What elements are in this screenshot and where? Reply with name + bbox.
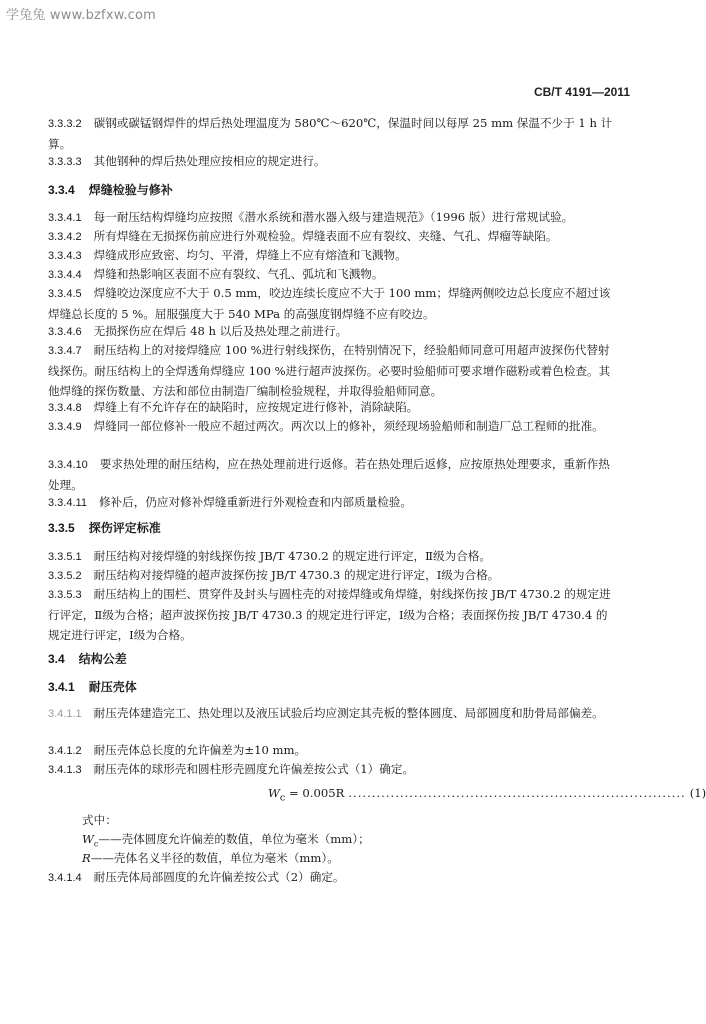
where-label: 式中： <box>82 813 117 827</box>
clause-3-3-3-2: 3.3.3.2 碳钢或碳锰钢焊件的焊后热处理温度为 580℃～620℃，保温时间以每厚 25 mm 保温不少于 1 h 计算。 <box>48 116 613 151</box>
clause-3-4-1-2: 3.4.1.2 耐压壳体总长度的允许偏差为±10 mm。 <box>48 743 307 757</box>
clause-3-3-4-2: 3.3.4.2 所有焊缝在无损探伤前应进行外观检验。焊缝表面不应有裂纹、夹缝、气孔、焊瘤等缺陷。 <box>48 229 558 243</box>
symbol-definition-r: R——壳体名义半径的数值，单位为毫米（mm）。 <box>82 851 339 865</box>
clause-3-3-4-10: 3.3.4.10 要求热处理的耐压结构，应在热处理前进行返修。若在热处理后返修，应按原热处理要求，重新作热处理。 <box>48 457 610 492</box>
clause-3-3-4-8: 3.3.4.8 焊缝上有不允许存在的缺陷时，应按规定进行修补，消除缺陷。 <box>48 400 419 414</box>
formula-leader-dots: ........................................................................ <box>348 786 686 800</box>
clause-3-3-4-5: 3.3.4.5 焊缝咬边深度应不大于 0.5 mm，咬边连续长度应不大于 100 mm；焊缝两侧咬边总长度应不超过该焊缝总长度的 5 %。屈服强度大于 540 MPa 的高强度钢焊缝不应有咬边。 <box>48 286 611 321</box>
clause-3-3-4-4: 3.3.4.4 焊缝和热影响区表面不应有裂纹、气孔、弧坑和飞溅物。 <box>48 267 384 281</box>
formula-number: (1) <box>689 786 706 800</box>
clause-3-3-4-3: 3.3.4.3 焊缝成形应致密、均匀、平滑，焊缝上不应有熔渣和飞溅物。 <box>48 248 407 262</box>
clause-3-3-4-7: 3.3.4.7 耐压结构上的对接焊缝应 100 %进行射线探伤，在特别情况下，经验船师同意可用超声波探伤代替射线探伤。耐压结构上的全焊透角焊缝应 100 %进行超声波探伤。必要时验船师可要求增作磁粉或着色检查。其他焊缝的探伤数量、方法和部位由制造厂编制检验规程，并取得验船师同意。 <box>48 343 611 398</box>
clause-3-3-5-3: 3.3.5.3 耐压结构上的围栏、贯穿件及封头与圆柱壳的对接焊缝或角焊缝，射线探伤按 JB/T 4730.2 的规定进行评定，Ⅱ级为合格；超声波探伤按 JB/T 4730.3 的规定进行评定，Ⅰ级为合格；表面探伤按 JB/T 4730.4 的规定进行评定，Ⅰ级为合格。 <box>48 587 611 642</box>
heading-3-4-1: 3.4.1 耐压壳体 <box>48 680 137 694</box>
clause-3-4-1-1: 3.4.1.1 耐压壳体建造完工、热处理以及液压试验后均应测定其壳板的整体圆度、局部圆度和肋骨局部偏差。 <box>48 706 604 720</box>
clause-3-3-5-2: 3.3.5.2 耐压结构对接焊缝的超声波探伤按 JB/T 4730.3 的规定进行评定，Ⅰ级为合格。 <box>48 568 500 582</box>
clause-3-3-4-9: 3.3.4.9 焊缝同一部位修补一般应不超过两次。两次以上的修补，须经现场验船师和制造厂总工程师的批准。 <box>48 419 604 433</box>
standard-number: CB/T 4191—2011 <box>533 85 630 99</box>
clause-3-3-4-1: 3.3.4.1 每一耐压结构焊缝均应按照《潜水系统和潜水器入级与建造规范》（1996 版）进行常规试验。 <box>48 210 574 224</box>
formula-expression: $W_c = 0.005R$ <box>268 786 345 804</box>
clause-3-3-4-11: 3.3.4.11 修补后，仍应对修补焊缝重新进行外观检查和内部质量检验。 <box>48 495 412 509</box>
clause-3-4-1-4: 3.4.1.4 耐压壳体局部圆度的允许偏差按公式（2）确定。 <box>48 870 345 884</box>
clause-3-4-1-3: 3.4.1.3 耐压壳体的球形壳和圆柱形壳圆度允许偏差按公式（1）确定。 <box>48 762 415 776</box>
watermark: 学兔兔 www.bzfxw.com <box>6 8 157 23</box>
heading-3-4: 3.4 结构公差 <box>48 652 127 666</box>
clause-3-3-4-6: 3.3.4.6 无损探伤应在焊后 48 h 以后及热处理之前进行。 <box>48 324 348 338</box>
clause-3-3-3-3: 3.3.3.3 其他钢种的焊后热处理应按相应的规定进行。 <box>48 154 326 168</box>
heading-3-3-4: 3.3.4 焊缝检验与修补 <box>48 183 173 197</box>
formula-1 <box>268 783 706 808</box>
symbol-definition-wc: $W_c——$壳体圆度允许偏差的数值，单位为毫米（mm）； <box>82 832 370 849</box>
heading-3-3-5: 3.3.5 探伤评定标准 <box>48 521 161 535</box>
clause-3-3-5-1: 3.3.5.1 耐压结构对接焊缝的射线探伤按 JB/T 4730.2 的规定进行评定，Ⅱ级为合格。 <box>48 549 491 563</box>
